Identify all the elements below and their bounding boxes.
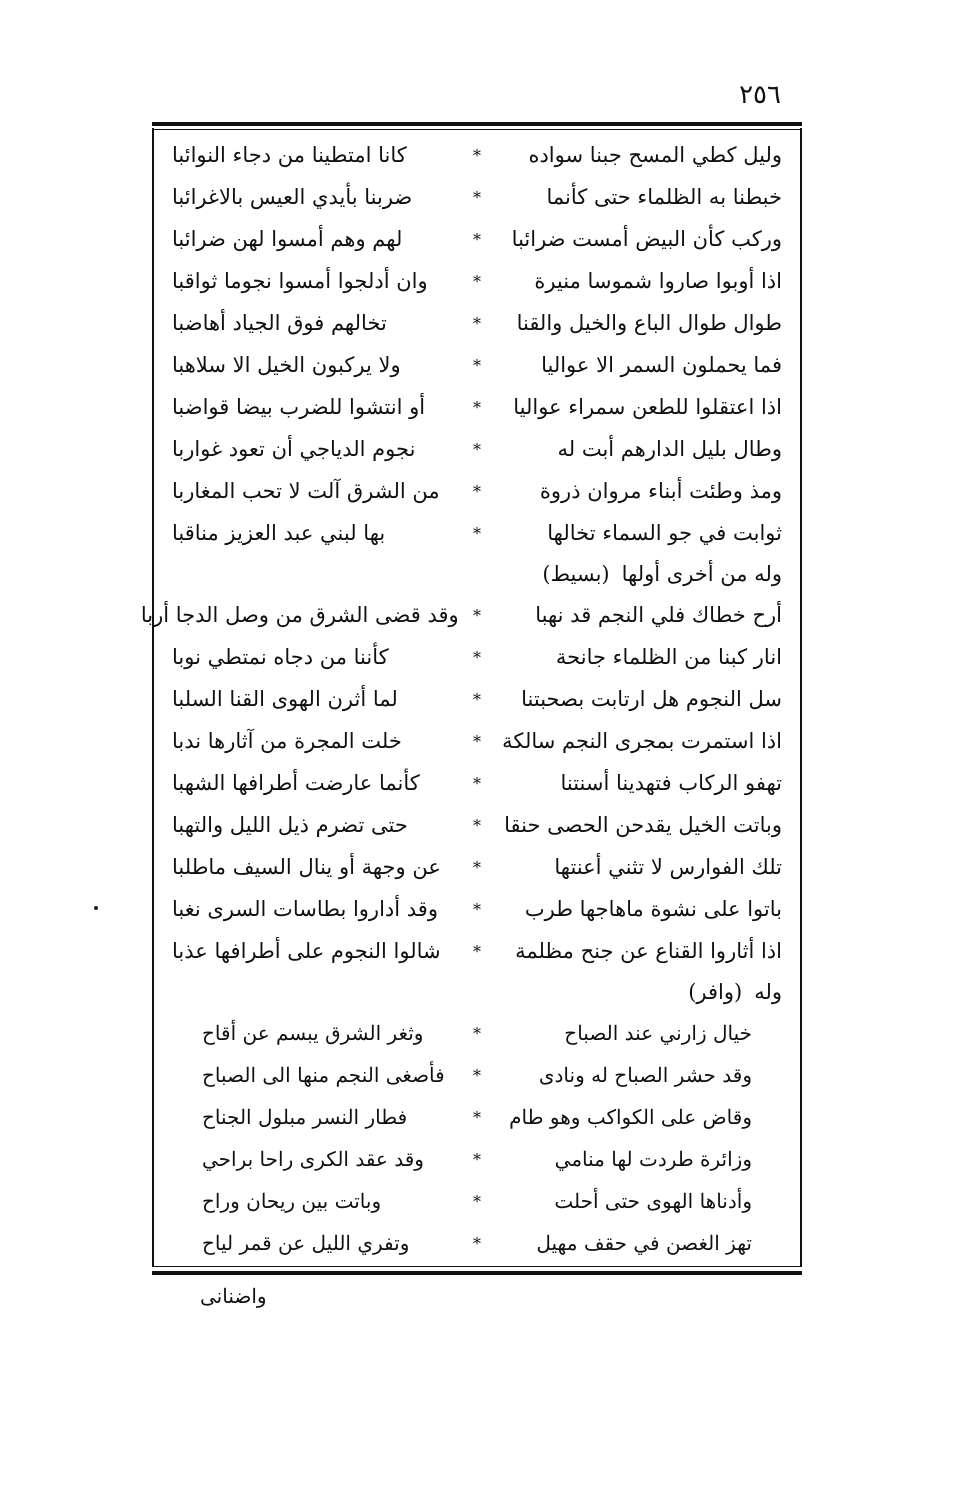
verse-separator-star: * [473,313,481,333]
verse-separator-star: * [473,605,481,625]
verse-line [172,218,782,260]
first-hemistich: اذا اعتقلوا للطعن سمراء عواليا [513,395,782,419]
second-hemistich: أو انتشوا للضرب بيضا قواضبا [172,395,426,419]
verse-separator-star: * [473,941,481,961]
first-hemistich: باتوا على نشوة ماهاجها طرب [524,897,782,921]
verse-line [172,1138,782,1180]
second-hemistich: وثغر الشرق يبسم عن أقاح [202,1021,424,1045]
verse-separator-star: * [473,523,481,543]
verse-separator-star: * [473,1149,481,1169]
first-hemistich: وقاض على الكواكب وهو طام [509,1105,752,1129]
first-hemistich: أرح خطاك فلي النجم قد نهبا [535,603,782,627]
second-hemistich: فأصغى النجم منها الى الصباح [202,1063,445,1087]
verse-line [172,846,782,888]
verse-line [172,302,782,344]
first-hemistich: انار كبنا من الظلماء جانحة [555,645,782,669]
poem-section-2 [140,594,782,972]
verse-separator-star: * [473,1065,481,1085]
verse-separator-star: * [473,397,481,417]
bottom-inner-rule [152,1266,802,1267]
first-hemistich: خيال زارني عند الصباح [564,1021,752,1045]
top-rule [152,122,802,126]
verse-line [172,1180,782,1222]
first-hemistich: خبطنا به الظلماء حتى كأنما [546,185,782,209]
poem-section-1 [172,134,782,554]
verse-separator-star: * [473,1023,481,1043]
first-hemistich: طوال طوال الباع والخيل والقنا [516,311,782,335]
verse-separator-star: * [473,647,481,667]
verse-line [172,804,782,846]
poem-section-3 [172,1012,782,1264]
verse-separator-star: * [473,355,481,375]
verse-line [172,636,782,678]
verse-line [172,720,782,762]
verse-line [172,1012,782,1054]
verse-line [172,1054,782,1096]
first-hemistich: وباتت الخيل يقدحن الحصى حنقا [504,813,782,837]
verse-separator-star: * [473,187,481,207]
first-hemistich: سل النجوم هل ارتابت بصحبتنا [521,687,782,711]
verse-separator-star: * [473,271,481,291]
verse-separator-star: * [473,1233,481,1253]
catchword: واضنانی [200,1284,267,1308]
verse-line [172,260,782,302]
second-hemistich: كأنما عارضت أطرافها الشهبا [172,771,420,795]
first-hemistich: اذا أثاروا القناع عن جنح مظلمة [515,939,782,963]
second-hemistich: لما أثرن الهوى القنا السلبا [172,687,398,711]
first-hemistich: وطال بليل الدارهم أبت له [557,437,782,461]
right-border [800,128,802,1267]
top-inner-rule [152,129,802,130]
first-hemistich: وزائرة طردت لها منامي [554,1147,752,1171]
second-hemistich: شالوا النجوم على أطرافها عذبا [172,939,441,963]
first-hemistich: ثوابت في جو السماء تخالها [547,521,782,545]
verse-separator-star: * [473,731,481,751]
verse-line [140,594,782,636]
verse-line [172,930,782,972]
second-hemistich: لهم وهم أمسوا لهن ضرائبا [172,227,403,251]
heading-text: وله [754,980,782,1004]
first-hemistich: تلك الفوارس لا تثني أعنتها [554,855,782,879]
verse-line [172,176,782,218]
bottom-rule [152,1271,802,1275]
first-hemistich: وأدناها الهوى حتى أحلت [554,1189,752,1213]
first-hemistich: فما يحملون السمر الا عواليا [541,353,782,377]
second-hemistich: وتفري الليل عن قمر لياح [202,1231,410,1255]
second-hemistich: وقد أداروا بطاسات السرى نغبا [172,897,438,921]
first-hemistich: تهفو الركاب فتهدينا أسنتنا [560,771,782,795]
second-hemistich: كأننا من دجاه نمتطي نوبا [172,645,389,669]
page-frame [140,122,802,1275]
second-hemistich: وقد قضى الشرق من وصل الدجا أربا [140,603,459,627]
verse-line [172,1096,782,1138]
verse-line [172,344,782,386]
second-hemistich: تخالهم فوق الجياد أهاضبا [172,311,387,335]
section-heading [172,972,782,1012]
second-hemistich: وقد عقد الكرى راحا براحي [202,1147,424,1171]
verse-separator-star: * [473,229,481,249]
meter-label: (وافر) [688,980,743,1004]
first-hemistich: تهز الغصن في حقف مهيل [536,1231,752,1255]
second-hemistich: حتى تضرم ذيل الليل والتهبا [172,813,408,837]
second-hemistich: كانا امتطينا من دجاء النوائبا [172,143,407,167]
heading-text: وله من أخرى أولها [621,562,782,586]
first-hemistich: ومذ وطئت أبناء مروان ذروة [539,479,782,503]
verse-line [172,678,782,720]
verse-separator-star: * [473,815,481,835]
second-hemistich: من الشرق آلت لا تحب المغاربا [172,479,440,503]
second-hemistich: نجوم الدياجي أن تعود غواربا [172,437,416,461]
verse-line [172,470,782,512]
verse-separator-star: * [473,689,481,709]
poem-body [140,134,782,1264]
page-number: ٢٥٦ [739,80,781,110]
first-hemistich: اذا استمرت بمجرى النجم سالكة [502,729,782,753]
second-hemistich: عن وجهة أو ينال السيف ماطلبا [172,855,441,879]
verse-line [172,428,782,470]
first-hemistich: وركب كأن البيض أمست ضرائبا [511,227,782,251]
meter-label: (بسيط) [542,562,610,586]
verse-separator-star: * [473,1191,481,1211]
verse-separator-star: * [473,439,481,459]
second-hemistich: فطار النسر مبلول الجناح [202,1105,408,1129]
verse-line [172,134,782,176]
first-hemistich: وليل كطي المسح جبنا سواده [528,143,782,167]
verse-line [172,1222,782,1264]
first-hemistich: اذا أوبوا صاروا شموسا منيرة [534,269,782,293]
verse-separator-star: * [473,481,481,501]
verse-separator-star: * [473,1107,481,1127]
verse-line [172,888,782,930]
second-hemistich: خلت المجرة من آثارها ندبا [172,729,402,753]
left-border [152,128,154,1267]
verse-separator-star: * [473,773,481,793]
verse-separator-star: * [473,857,481,877]
second-hemistich: بها لبني عبد العزيز مناقبا [172,521,386,545]
margin-ink-dot [94,906,98,910]
first-hemistich: وقد حشر الصباح له ونادى [538,1063,752,1087]
section-heading [172,554,782,594]
second-hemistich: وباتت بين ريحان وراح [202,1189,382,1213]
second-hemistich: وان أدلجوا أمسوا نجوما ثواقبا [172,269,428,293]
verse-line [172,762,782,804]
verse-separator-star: * [473,899,481,919]
verse-line [172,512,782,554]
second-hemistich: ضربنا بأيدي العيس بالاغرائبا [172,185,413,209]
verse-separator-star: * [473,145,481,165]
second-hemistich: ولا يركبون الخيل الا سلاهبا [172,353,401,377]
verse-line [172,386,782,428]
